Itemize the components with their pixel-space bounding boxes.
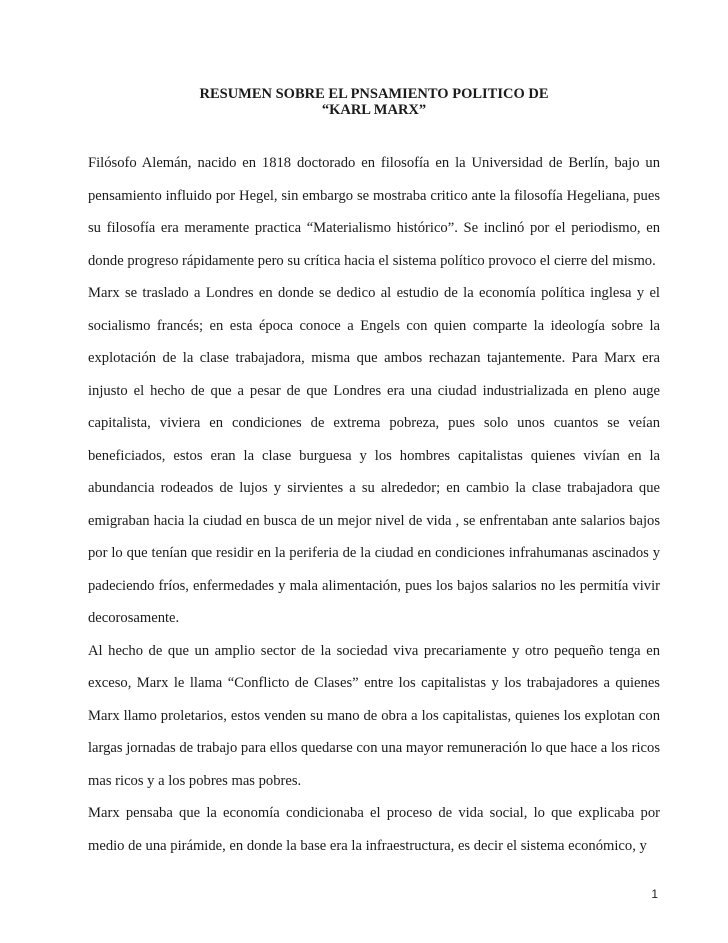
paragraph-2: Marx se traslado a Londres en donde se dedico al estudio de la economía política inglesa y el socialismo francés; en esta época conoce a Engels con quien comparte la ideología sobre la explotación de la clase trabajadora, misma que ambos rechazan tajantemente. Para Marx era injusto el hecho de que a pesar de que Londres era una ciudad industrializada en pleno auge capitalista, viviera en condiciones de extrema pobreza, pues solo unos cuantos se veían beneficiados, estos eran la clase burguesa y los hombres capitalistas quienes vivían en la abundancia rodeados de lujos y sirvientes a su alrededor; en cambio la clase trabajadora que emigraban hacia la ciudad en busca de un mejor nivel de vida , se enfrentaban ante salarios bajos por lo que tenían que residir en la periferia de la ciudad en condiciones infrahumanas ascinados y padeciendo fríos, enfermedades y mala alimentación, pues los bajos salarios no les permitía vivir decorosamente. — [88, 285, 660, 626]
title-line-1: RESUMEN SOBRE EL PNSAMIENTO POLITICO DE — [199, 86, 549, 102]
page-number: 1 — [651, 887, 658, 901]
document-body — [88, 147, 660, 862]
paragraph-3: Al hecho de que un amplio sector de la sociedad viva precariamente y otro pequeño tenga en exceso, Marx le llama “Conflicto de Clases” entre los capitalistas y los trabajadores a quienes Marx llamo proletarios, estos venden su mano de obra a los capitalistas, quienes los explotan con largas jornadas de trabajo para ellos quedarse con una mayor remuneración lo que hace a los ricos mas ricos y a los pobres mas pobres. — [88, 642, 660, 789]
paragraph-4: Marx pensaba que la economía condicionaba el proceso de vida social, lo que explicaba por medio de una pirámide, en donde la base era la infraestructura, es decir el sistema económico, y — [88, 805, 660, 854]
document-title — [88, 86, 660, 118]
title-line-2: “KARL MARX” — [321, 102, 427, 118]
paragraph-1: Filósofo Alemán, nacido en 1818 doctorado en filosofía en la Universidad de Berlín, bajo un pensamiento influido por Hegel, sin embargo se mostraba critico ante la filosofía Hegeliana, pues su filosofía era meramente practica “Materialismo histórico”. Se inclinó por el periodismo, en donde progreso rápidamente pero su crítica hacia el sistema político provoco el cierre del mismo. — [88, 155, 660, 269]
